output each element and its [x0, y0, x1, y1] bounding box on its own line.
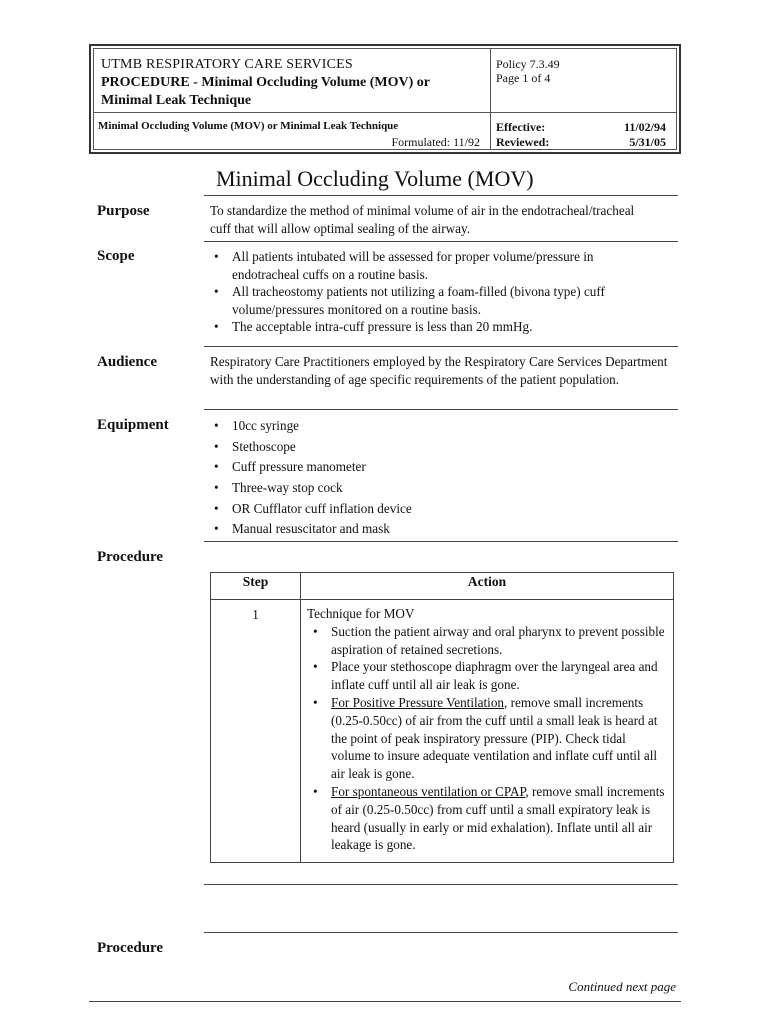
reviewed-date: 5/31/05 — [629, 135, 666, 149]
scope-item: • All patients intubated will be assessed for proper volume/pressure in endotracheal cuffs on a routine basis. — [210, 248, 650, 283]
procedure-title-line2: Minimal Leak Technique — [101, 93, 252, 108]
table-row — [211, 600, 674, 863]
spontaneous-heading: For spontaneous ventilation or CPAP — [331, 783, 526, 799]
scope-label: Scope — [97, 248, 135, 264]
procedure-label-2: Procedure — [97, 940, 164, 956]
equipment-item: • Three-way stop cock — [210, 479, 672, 497]
formulated-date: Formulated: 11/92 — [391, 135, 480, 149]
equipment-item: • Stethoscope — [210, 438, 672, 456]
date-labels — [496, 120, 549, 150]
policy-info — [496, 57, 560, 85]
document-title: Minimal Occluding Volume (MOV) — [216, 166, 534, 191]
action-item: • Place your stethoscope diaphragm over the laryngeal area and inflate cuff until all air leak is gone. — [307, 658, 667, 694]
step-column-header: Step — [211, 573, 301, 600]
date-values — [624, 120, 666, 150]
procedure-label: Procedure — [97, 549, 164, 565]
header-subtitle: Minimal Occluding Volume (MOV) or Minimal Leak Technique — [98, 120, 399, 132]
equipment-list — [210, 417, 672, 541]
step-number: 1 — [211, 600, 301, 863]
ppv-text: , remove small increments (0.25-0.50cc) of air from the cuff until a small leak is heard at the point of peak inspiratory pressure (PIP). Check tidal volume to insure adequate ventilation and inflate cuff until all air leak is gone. — [331, 694, 658, 782]
equipment-item: • Manual resuscitator and mask — [210, 520, 672, 538]
policy-number: Policy 7.3.49 — [496, 57, 560, 71]
section-divider — [204, 409, 678, 410]
ppv-heading: For Positive Pressure Ventilation — [331, 694, 505, 710]
action-item — [307, 783, 667, 854]
action-item — [307, 694, 667, 783]
reviewed-label: Reviewed: — [496, 135, 550, 149]
purpose-text: To standardize the method of minimal volume of air in the endotracheal/tracheal cuff that will allow optimal sealing of the airway. — [210, 203, 635, 236]
section-divider — [204, 346, 678, 347]
header-inner-frame — [93, 48, 677, 150]
scope-item: • All tracheostomy patients not utilizing a foam-filled (bivona type) cuff volume/pressures monitored on a routine basis. — [210, 283, 650, 318]
procedure-title — [101, 74, 481, 110]
procedure-title-line1: PROCEDURE - Minimal Occluding Volume (MOV) or — [101, 75, 430, 90]
org-name: UTMB RESPIRATORY CARE SERVICES — [101, 57, 353, 72]
section-divider — [204, 541, 678, 542]
audience-text: Respiratory Care Practitioners employed by the Respiratory Care Services Department with the understanding of age specific requirements of the patient population. — [210, 354, 668, 387]
action-column-header: Action — [301, 573, 674, 600]
effective-date: 11/02/94 — [623, 120, 666, 134]
header-box — [89, 44, 681, 154]
section-divider — [204, 884, 678, 885]
table-header-row — [211, 573, 674, 600]
page-number: Page 1 of 4 — [496, 71, 551, 85]
action-cell — [301, 600, 674, 863]
continued-note: Continued next page — [568, 979, 676, 994]
header-divider-horizontal — [94, 112, 676, 113]
section-divider — [204, 241, 678, 242]
equipment-item: • 10cc syringe — [210, 417, 672, 435]
audience-label: Audience — [97, 354, 157, 370]
equipment-label: Equipment — [97, 417, 169, 433]
scope-list — [210, 248, 650, 336]
footer-rule — [89, 1001, 681, 1002]
header-divider-vertical — [490, 49, 491, 149]
equipment-item: • Cuff pressure manometer — [210, 458, 672, 476]
equipment-item: • OR Cufflator cuff inflation device — [210, 500, 672, 518]
action-intro: Technique for MOV — [307, 606, 415, 621]
effective-label: Effective: — [496, 120, 546, 134]
section-divider — [204, 195, 678, 196]
purpose-label: Purpose — [97, 203, 150, 219]
action-item: • Suction the patient airway and oral pharynx to prevent possible aspiration of retained secretions. — [307, 623, 667, 659]
procedure-table — [210, 572, 674, 863]
section-divider — [204, 932, 678, 933]
spontaneous-text: , remove small increments of air (0.25-0.50cc) from cuff until a small expiratory leak is heard (usually in early or mid exhalation). Inflate until all air leakage is gone. — [331, 783, 665, 853]
scope-item: • The acceptable intra-cuff pressure is less than 20 mmHg. — [210, 318, 650, 336]
